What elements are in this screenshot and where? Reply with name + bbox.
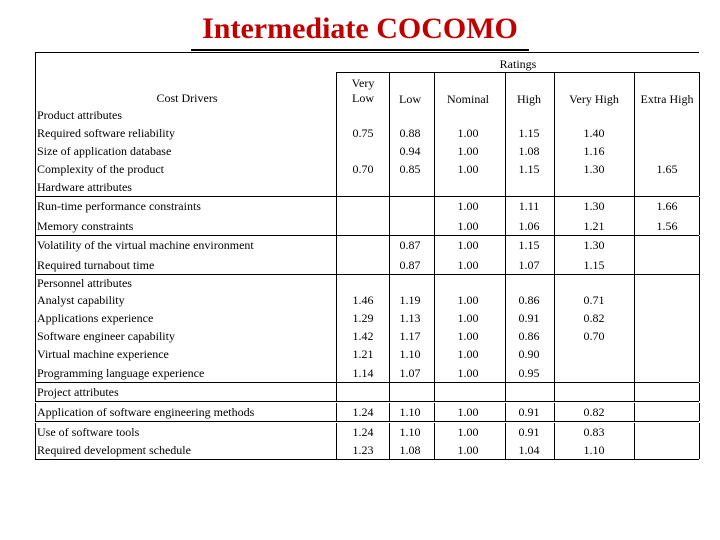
column-divider: [336, 72, 337, 196]
column-divider: [35, 197, 36, 235]
cell-very-high: 1.21: [583, 219, 605, 233]
cell-nominal: 1.00: [457, 443, 479, 457]
cell-nominal: 1.00: [457, 311, 479, 325]
column-divider: [554, 197, 555, 235]
cell-high: 1.15: [518, 162, 540, 176]
row-label: Analyst capability: [37, 293, 125, 307]
column-divider: [634, 197, 635, 235]
group-divider: [35, 235, 699, 236]
col-nominal-header: Nominal: [447, 92, 489, 106]
column-divider: [35, 403, 36, 421]
row-label: Size of application database: [37, 144, 172, 158]
column-divider: [389, 72, 390, 196]
cell-very-high: 0.82: [583, 311, 605, 325]
cell-very-high: 1.30: [583, 162, 605, 176]
row-label: Required development schedule: [37, 443, 191, 457]
cell-very-low: 0.75: [352, 126, 374, 140]
page-title: Intermediate COCOMO: [202, 12, 518, 45]
column-divider: [554, 274, 555, 382]
column-divider: [434, 423, 435, 459]
row-label: Hardware attributes: [37, 180, 132, 194]
column-divider: [634, 423, 635, 459]
col-extra-high-header: Extra High: [640, 92, 694, 106]
column-divider: [336, 197, 337, 235]
cell-very-low: 1.24: [352, 425, 374, 439]
column-divider: [434, 274, 435, 382]
cell-very-high: 0.83: [583, 425, 605, 439]
cell-high: 0.91: [518, 311, 540, 325]
column-divider: [634, 403, 635, 421]
cell-low: 0.94: [399, 144, 421, 158]
cell-nominal: 1.00: [457, 238, 479, 252]
cell-nominal: 1.00: [457, 162, 479, 176]
cell-nominal: 1.00: [457, 329, 479, 343]
column-divider: [634, 274, 635, 382]
column-divider: [389, 383, 390, 401]
title-underline: [191, 49, 529, 51]
row-label: Required software reliability: [37, 126, 175, 140]
row-label: Use of software tools: [37, 425, 140, 439]
column-divider: [505, 274, 506, 382]
col-very-high-header: Very High: [569, 92, 619, 106]
cell-nominal: 1.00: [457, 347, 479, 361]
cell-nominal: 1.00: [457, 144, 479, 158]
column-divider: [505, 197, 506, 235]
cell-low: 1.19: [399, 293, 421, 307]
column-divider: [35, 236, 36, 274]
column-divider: [699, 423, 700, 459]
cell-very-low: 1.46: [352, 293, 374, 307]
cell-high: 1.08: [518, 144, 540, 158]
cell-high: 0.90: [518, 347, 540, 361]
cell-high: 1.15: [518, 238, 540, 252]
row-label: Project attributes: [37, 385, 119, 399]
cell-nominal: 1.00: [457, 199, 479, 213]
group-divider: [35, 401, 699, 402]
cell-very-high: 1.15: [583, 258, 605, 272]
ratings-underline: [336, 72, 699, 73]
group-divider: [35, 459, 699, 460]
cell-very-high: 0.82: [583, 405, 605, 419]
column-divider: [336, 403, 337, 421]
cell-nominal: 1.00: [457, 219, 479, 233]
cell-low: 0.87: [399, 258, 421, 272]
cell-extra-high: 1.66: [656, 199, 678, 213]
col-low-header: Low: [399, 92, 421, 106]
column-divider: [505, 423, 506, 459]
column-divider: [505, 72, 506, 196]
cell-very-low: 0.70: [352, 162, 374, 176]
row-label: Virtual machine experience: [37, 347, 169, 361]
cell-high: 0.86: [518, 293, 540, 307]
column-divider: [699, 197, 700, 235]
cell-low: 1.13: [399, 311, 421, 325]
column-divider: [699, 274, 700, 382]
row-label: Personnel attributes: [37, 276, 132, 290]
cell-nominal: 1.00: [457, 425, 479, 439]
column-divider: [389, 197, 390, 235]
cell-very-high: 1.40: [583, 126, 605, 140]
column-divider: [336, 423, 337, 459]
cell-high: 0.91: [518, 405, 540, 419]
cell-very-low: 1.21: [352, 347, 374, 361]
column-divider: [505, 236, 506, 274]
cell-very-high: 1.16: [583, 144, 605, 158]
cell-extra-high: 1.56: [656, 219, 678, 233]
column-divider: [699, 383, 700, 401]
column-divider: [699, 236, 700, 274]
column-divider: [505, 403, 506, 421]
cell-high: 1.06: [518, 219, 540, 233]
group-divider: [35, 382, 699, 383]
cell-nominal: 1.00: [457, 258, 479, 272]
cell-very-low: 1.29: [352, 311, 374, 325]
column-divider: [554, 236, 555, 274]
cell-nominal: 1.00: [457, 405, 479, 419]
group-divider: [35, 274, 699, 275]
column-divider: [35, 383, 36, 401]
column-divider: [336, 383, 337, 401]
column-divider: [554, 403, 555, 421]
cell-high: 1.15: [518, 126, 540, 140]
cell-extra-high: 1.65: [656, 162, 678, 176]
row-label: Software engineer capability: [37, 329, 175, 343]
cell-high: 0.86: [518, 329, 540, 343]
cell-very-low: 1.14: [352, 366, 374, 380]
cell-very-low: 1.23: [352, 443, 374, 457]
group-divider: [35, 196, 699, 197]
cell-high: 1.04: [518, 443, 540, 457]
cell-low: 0.88: [399, 126, 421, 140]
row-label: Applications experience: [37, 311, 154, 325]
column-divider: [35, 52, 36, 196]
cell-nominal: 1.00: [457, 293, 479, 307]
column-divider: [336, 236, 337, 274]
cell-very-low: 1.42: [352, 329, 374, 343]
row-label: Volatility of the virtual machine environment: [37, 238, 254, 252]
col-very-low-header: [352, 76, 375, 106]
cell-low: 1.10: [399, 405, 421, 419]
cell-nominal: 1.00: [457, 126, 479, 140]
row-label: Run-time performance constraints: [37, 199, 201, 213]
column-divider: [434, 236, 435, 274]
column-divider: [434, 403, 435, 421]
column-divider: [505, 383, 506, 401]
row-label: Application of software engineering methods: [37, 405, 255, 419]
cost-drivers-header: Cost Drivers: [156, 91, 218, 105]
column-divider: [554, 423, 555, 459]
cell-very-high: 1.10: [583, 443, 605, 457]
column-divider: [389, 236, 390, 274]
cell-high: 1.11: [518, 199, 540, 213]
row-label: Required turnabout time: [37, 258, 155, 272]
column-divider: [699, 403, 700, 421]
row-label: Programming language experience: [37, 366, 205, 380]
cell-very-low: 1.24: [352, 405, 374, 419]
column-divider: [434, 383, 435, 401]
col-very-low-label: Very Low: [351, 76, 375, 105]
cell-low: 0.87: [399, 238, 421, 252]
column-divider: [634, 72, 635, 196]
cell-high: 1.07: [518, 258, 540, 272]
row-label: Complexity of the product: [37, 162, 164, 176]
col-high-header: High: [517, 92, 541, 106]
column-divider: [634, 236, 635, 274]
column-divider: [434, 197, 435, 235]
cell-very-high: 1.30: [583, 199, 605, 213]
cell-nominal: 1.00: [457, 366, 479, 380]
ratings-header: Ratings: [499, 57, 537, 71]
table-top-border: [35, 52, 699, 53]
cell-very-high: 0.71: [583, 293, 605, 307]
column-divider: [389, 423, 390, 459]
cell-very-high: 0.70: [583, 329, 605, 343]
column-divider: [35, 423, 36, 459]
cell-very-high: 1.30: [583, 238, 605, 252]
cell-low: 1.10: [399, 347, 421, 361]
column-divider: [336, 274, 337, 382]
cell-low: 1.17: [399, 329, 421, 343]
cell-low: 0.85: [399, 162, 421, 176]
cell-low: 1.10: [399, 425, 421, 439]
column-divider: [35, 274, 36, 382]
column-divider: [389, 274, 390, 382]
cell-high: 0.91: [518, 425, 540, 439]
column-divider: [554, 383, 555, 401]
group-divider: [35, 421, 699, 422]
cell-low: 1.08: [399, 443, 421, 457]
row-label: Memory constraints: [37, 219, 134, 233]
cell-high: 0.95: [518, 366, 540, 380]
cell-low: 1.07: [399, 366, 421, 380]
column-divider: [554, 72, 555, 196]
column-divider: [434, 72, 435, 196]
row-label: Product attributes: [37, 108, 122, 122]
column-divider: [389, 403, 390, 421]
column-divider: [634, 383, 635, 401]
column-divider: [699, 72, 700, 196]
